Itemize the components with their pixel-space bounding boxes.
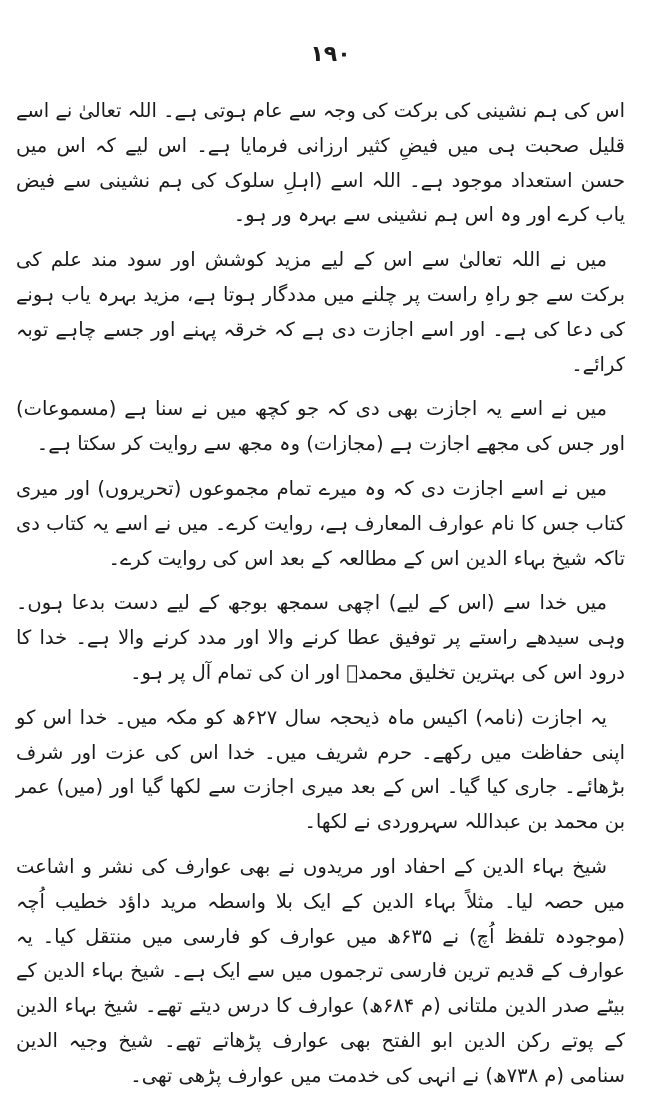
paragraph-5: میں خدا سے (اس کے لیے) اچھی سمجھ بوجھ کے لیے دست بدعا ہوں۔ وہی سیدھے راستے پر توفیق عطا کرنے والا اور مدد کرنے والا ہے۔ خدا کا درود اس کی بہترین تخلیق محمدؐ اور ان کی تمام آل پر ہو۔ [16,591,625,684]
paragraph-2: میں نے اللہ تعالیٰ سے اس کے لیے مزید کوشش اور سود مند علم کی برکت سے جو راہِ راست پر چلنے میں مددگار ہوتا ہے، مزید بہرہ یاب ہونے کی دعا کی ہے۔ اور اسے اجازت دی ہے کہ خرقہ پہنے اور جسے چاہے توبہ کرائے۔ [16,248,625,376]
paragraph-1: اس کی ہم نشینی کی برکت کی وجہ سے عام ہوتی ہے۔ اللہ تعالیٰ نے اسے قلیل صحبت ہی میں فیضِ کثیر ارزانی فرمایا ہے۔ اس لیے کہ اس میں حسن استعداد موجود ہے۔ اللہ اسے (اہلِ سلوک کی ہم نشینی سے فیض یاب کرے اور وہ اس ہم نشینی سے بہرہ ور ہو۔ [16,99,625,227]
page-number: ۱۹۰ [310,42,351,67]
paragraph-6: یہ اجازت (نامہ) اکیس ماہ ذیحجہ سال ۶۲۷ھ کو مکہ میں۔ خدا اس کو اپنی حفاظت میں رکھے۔ حرم شریف میں۔ خدا اس کی عزت اور شرف بڑھائے۔ جاری کیا گیا۔ اس کے بعد میری اجازت سے لکھا گیا اور (میں) عمر بن محمد بن عبداللہ سہروردی نے لکھا۔ [16,705,625,834]
paragraph-4: میں نے اسے اجازت دی کہ وہ میرے تمام مجموعوں (تحریروں) اور میری کتاب جس کا نام عوارف المعارف ہے، روایت کرے۔ میں نے اسے یہ کتاب دی تاکہ شیخ بہاء الدین اس کے مطالعہ کے بعد اس کی روایت کرے۔ [16,476,625,570]
paragraph-3: میں نے اسے یہ اجازت بھی دی کہ جو کچھ میں نے سنا ہے (مسموعات) اور جس کی مجھے اجازت ہے (مجازات) وہ مجھ سے روایت کر سکتا ہے۔ [16,397,625,456]
page-text [16,94,625,1094]
paragraph-7: شیخ بہاء الدین کے احفاد اور مریدوں نے بھی عوارف کی نشر و اشاعت میں حصہ لیا۔ مثلاً بہاء الدین کے ایک بلا واسطہ مرید داؤد خطیب اُچہ (موجودہ تلفظ اُچ) نے ۶۳۵ھ میں عوارف کو فارسی میں منتقل کیا۔ یہ عوارف کے قدیم ترین فارسی ترجموں میں سے ایک ہے۔ شیخ بہاء الدین کے بیٹے صدر الدین ملتانی (م ۶۸۴ھ) عوارف کا درس دیتے تھے۔ شیخ بہاء الدین کے پوتے رکن الدین ابو الفتح بھی عوارف پڑھاتے تھے۔ شیخ وجیہ الدین سنامی (م ۷۳۸ھ) نے انہی کی خدمت میں عوارف پڑھی تھی۔ [16,854,626,1087]
